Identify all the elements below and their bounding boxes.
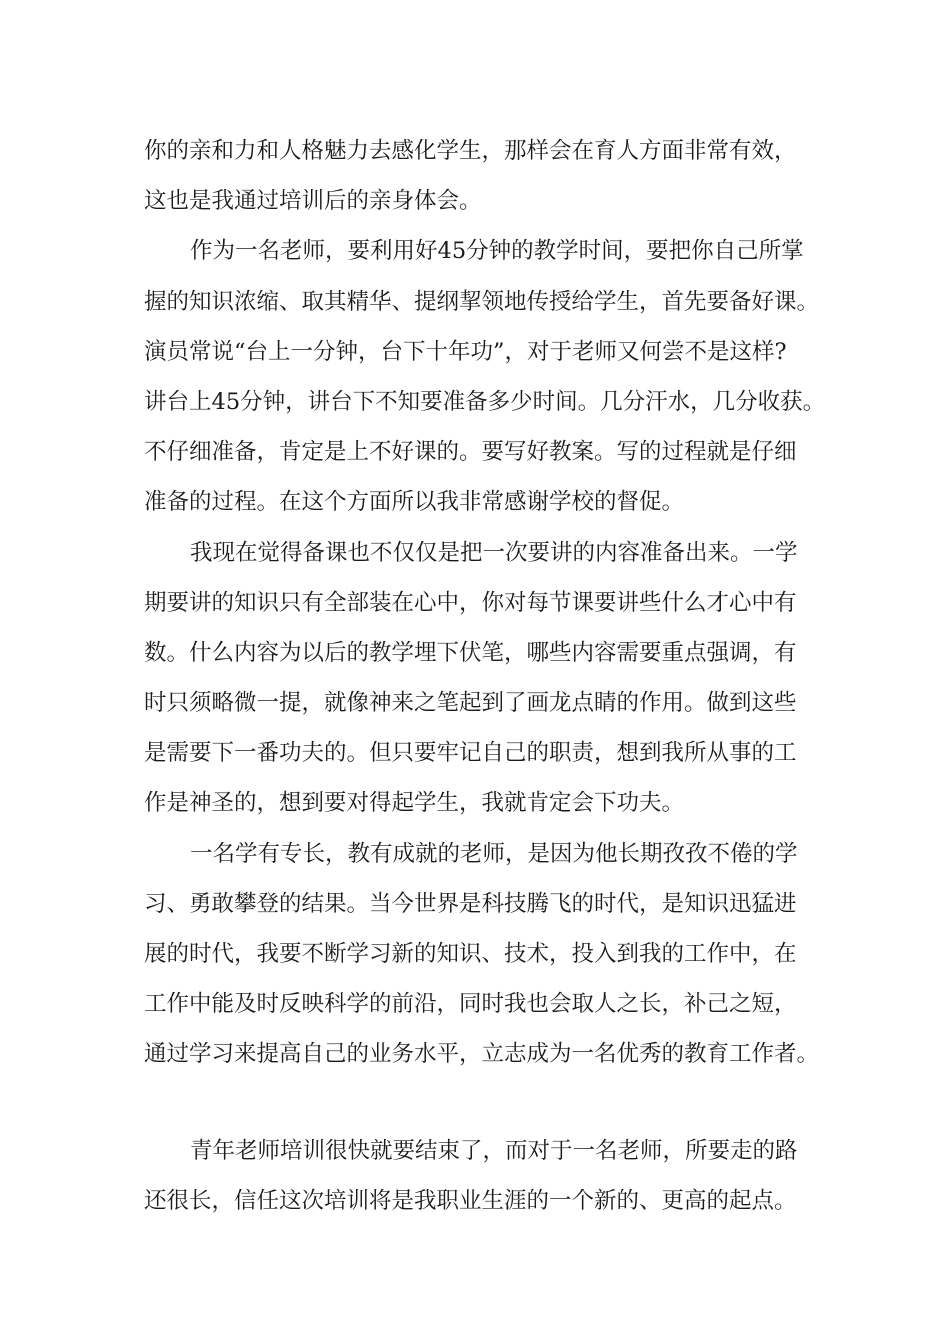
text-line: 通过学习来提高自己的业务水平，立志成为一名优秀的教育工作者。	[144, 1041, 820, 1068]
text-line: 期要讲的知识只有全部装在心中，你对每节课要讲些什么才心中有	[144, 589, 797, 616]
text-line: 还很长，信任这次培训将是我职业生涯的一个新的、更高的起点。	[144, 1187, 797, 1214]
text-line: 一名学有专长，教有成就的老师，是因为他长期孜孜不倦的学	[190, 840, 798, 867]
document-body	[144, 126, 826, 1226]
text-line: 这也是我通过培训后的亲身体会。	[144, 188, 482, 215]
text-line: 不仔细准备，肯定是上不好课的。要写好教案。写的过程就是仔细	[144, 439, 797, 466]
text-line: 作为一名老师，要利用好45分钟的教学时间，要把你自己所掌	[190, 238, 804, 265]
text-line: 我现在觉得备课也不仅仅是把一次要讲的内容准备出来。一学	[190, 539, 798, 566]
text-line: 演员常说“台上一分钟，台下十年功”，对于老师又何尝不是这样?	[144, 338, 787, 365]
text-line: 讲台上45分钟，讲台下不知要准备多少时间。几分汗水，几分收获。	[144, 388, 826, 415]
text-line: 握的知识浓缩、取其精华、提纲挈领地传授给学生，首先要备好课。	[144, 288, 820, 315]
text-line: 时只须略微一提，就像神来之笔起到了画龙点睛的作用。做到这些	[144, 690, 797, 717]
text-line: 是需要下一番功夫的。但只要牢记自己的职责，想到我所从事的工	[144, 740, 797, 767]
text-line: 工作中能及时反映科学的前沿，同时我也会取人之长，补己之短，	[144, 991, 797, 1018]
text-line: 展的时代，我要不断学习新的知识、技术，投入到我的工作中，在	[144, 941, 797, 967]
text-line: 你的亲和力和人格魅力去感化学生，那样会在育人方面非常有效，	[144, 138, 797, 164]
text-line: 数。什么内容为以后的教学埋下伏笔，哪些内容需要重点强调，有	[144, 639, 797, 666]
text-line: 习、勇敢攀登的结果。当今世界是科技腾飞的时代，是知识迅猛进	[144, 890, 797, 917]
text-line: 青年老师培训很快就要结束了，而对于一名老师，所要走的路	[190, 1137, 798, 1164]
text-line: 作是神圣的，想到要对得起学生，我就肯定会下功夫。	[144, 790, 685, 817]
text-line: 准备的过程。在这个方面所以我非常感谢学校的督促。	[144, 489, 685, 516]
paragraph-gap	[144, 1080, 814, 1126]
